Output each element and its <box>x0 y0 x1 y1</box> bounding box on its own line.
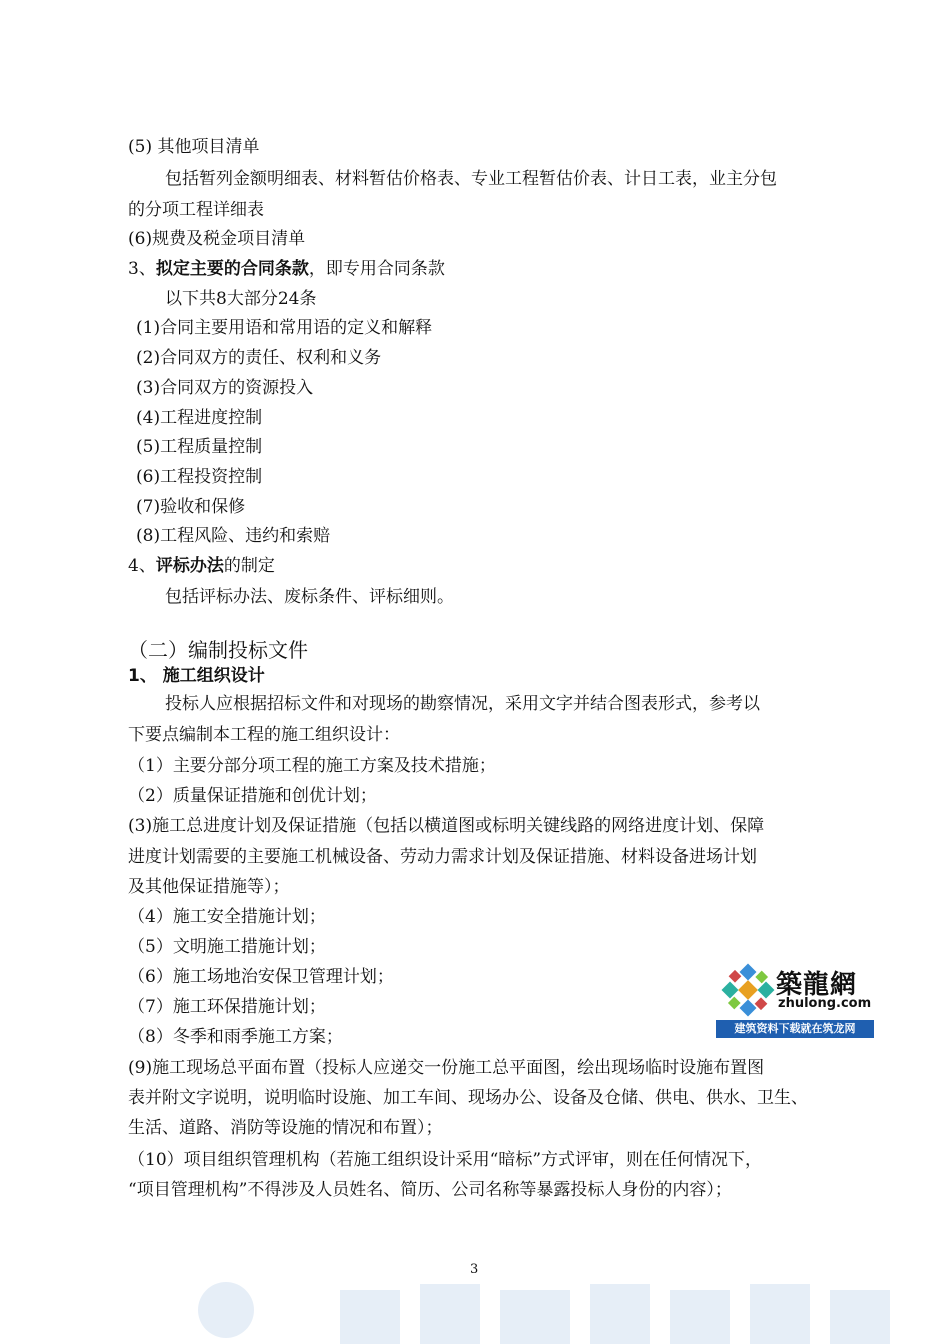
logo-domain: zhulong.com <box>778 996 872 1011</box>
section-heading-4 <box>128 556 275 576</box>
list-item: （7）施工环保措施计划； <box>128 997 326 1017</box>
text-line: “项目管理机构”不得涉及人员姓名、简历、公司名称等暴露投标人身份的内容）； <box>128 1180 732 1200</box>
list-item: （2）质量保证措施和创优计划； <box>128 786 377 806</box>
page-number: 3 <box>470 1262 479 1277</box>
text-line: 及其他保证措施等）； <box>128 877 290 897</box>
list-item: (6)工程投资控制 <box>136 467 263 487</box>
section-heading-2: （二）编制投标文件 <box>128 638 308 662</box>
list-item: (9)施工现场总平面布置（投标人应递交一份施工总平面图，绘出现场临时设施布置图 <box>128 1058 765 1078</box>
list-item: （5）文明施工措施计划； <box>128 937 326 957</box>
logo-background <box>712 958 874 1018</box>
list-item: （6）施工场地治安保卫管理计划； <box>128 967 394 987</box>
list-item: (2)合同双方的责任、权利和义务 <box>136 348 382 368</box>
snowflake-icon <box>718 960 778 1020</box>
heading-bold-text: 拟定主要的合同条款 <box>155 259 309 279</box>
text-line: (6)规费及税金项目清单 <box>128 229 306 249</box>
list-item: (4)工程进度控制 <box>136 408 263 428</box>
logo-slogan: 建筑资料下载就在筑龙网 <box>716 1020 874 1038</box>
text-line: (5) 其他项目清单 <box>128 137 260 157</box>
list-item: (3)施工总进度计划及保证措施（包括以横道图或标明关键线路的网络进度计划、保障 <box>128 816 765 836</box>
heading-rest-text: 的制定 <box>223 556 275 576</box>
text-line: 的分项工程详细表 <box>128 200 264 220</box>
list-item: （8）冬季和雨季施工方案； <box>128 1027 343 1047</box>
text-line: 进度计划需要的主要施工机械设备、劳动力需求计划及保证措施、材料设备进场计划 <box>128 847 757 867</box>
heading-bold-text: 评标办法 <box>155 556 224 576</box>
heading-rest-text: ，即专用合同条款 <box>308 259 445 279</box>
text-line: 包括评标办法、废标条件、评标细则。 <box>165 587 454 607</box>
list-item: （4）施工安全措施计划； <box>128 907 326 927</box>
heading-number: 3、 <box>128 259 156 279</box>
logo-title: 築龍網 <box>776 970 858 1000</box>
text-line: 表并附文字说明，说明临时设施、加工车间、现场办公、设备及仓储、供电、供水、卫生、 <box>128 1088 808 1108</box>
text-line: 以下共8大部分24条 <box>165 289 317 309</box>
list-item: (8)工程风险、违约和索赔 <box>136 526 331 546</box>
list-item: (7)验收和保修 <box>136 497 246 517</box>
list-item: (5)工程质量控制 <box>136 437 263 457</box>
heading-number: 4、 <box>128 556 156 576</box>
zhulong-logo <box>712 958 874 1038</box>
text-line: 生活、道路、消防等设施的情况和布置）； <box>128 1118 443 1138</box>
section-heading-3 <box>128 259 445 279</box>
text-line: 包括暂列金额明细表、材料暂估价格表、专业工程暂估价表、计日工表，业主分包 <box>165 169 777 189</box>
text-line: 投标人应根据招标文件和对现场的勘察情况，采用文字并结合图表形式，参考以 <box>165 694 760 714</box>
list-item: （10）项目组织管理机构（若施工组织设计采用“暗标”方式评审，则在任何情况下， <box>128 1150 763 1170</box>
bottom-watermark <box>190 1270 890 1344</box>
text-line: 下要点编制本工程的施工组织设计： <box>128 725 400 745</box>
list-item: (3)合同双方的资源投入 <box>136 378 314 398</box>
subsection-heading: 1、 施工组织设计 <box>128 666 265 686</box>
list-item: （1）主要分部分项工程的施工方案及技术措施； <box>128 756 496 776</box>
list-item: (1)合同主要用语和常用语的定义和解释 <box>136 318 433 338</box>
